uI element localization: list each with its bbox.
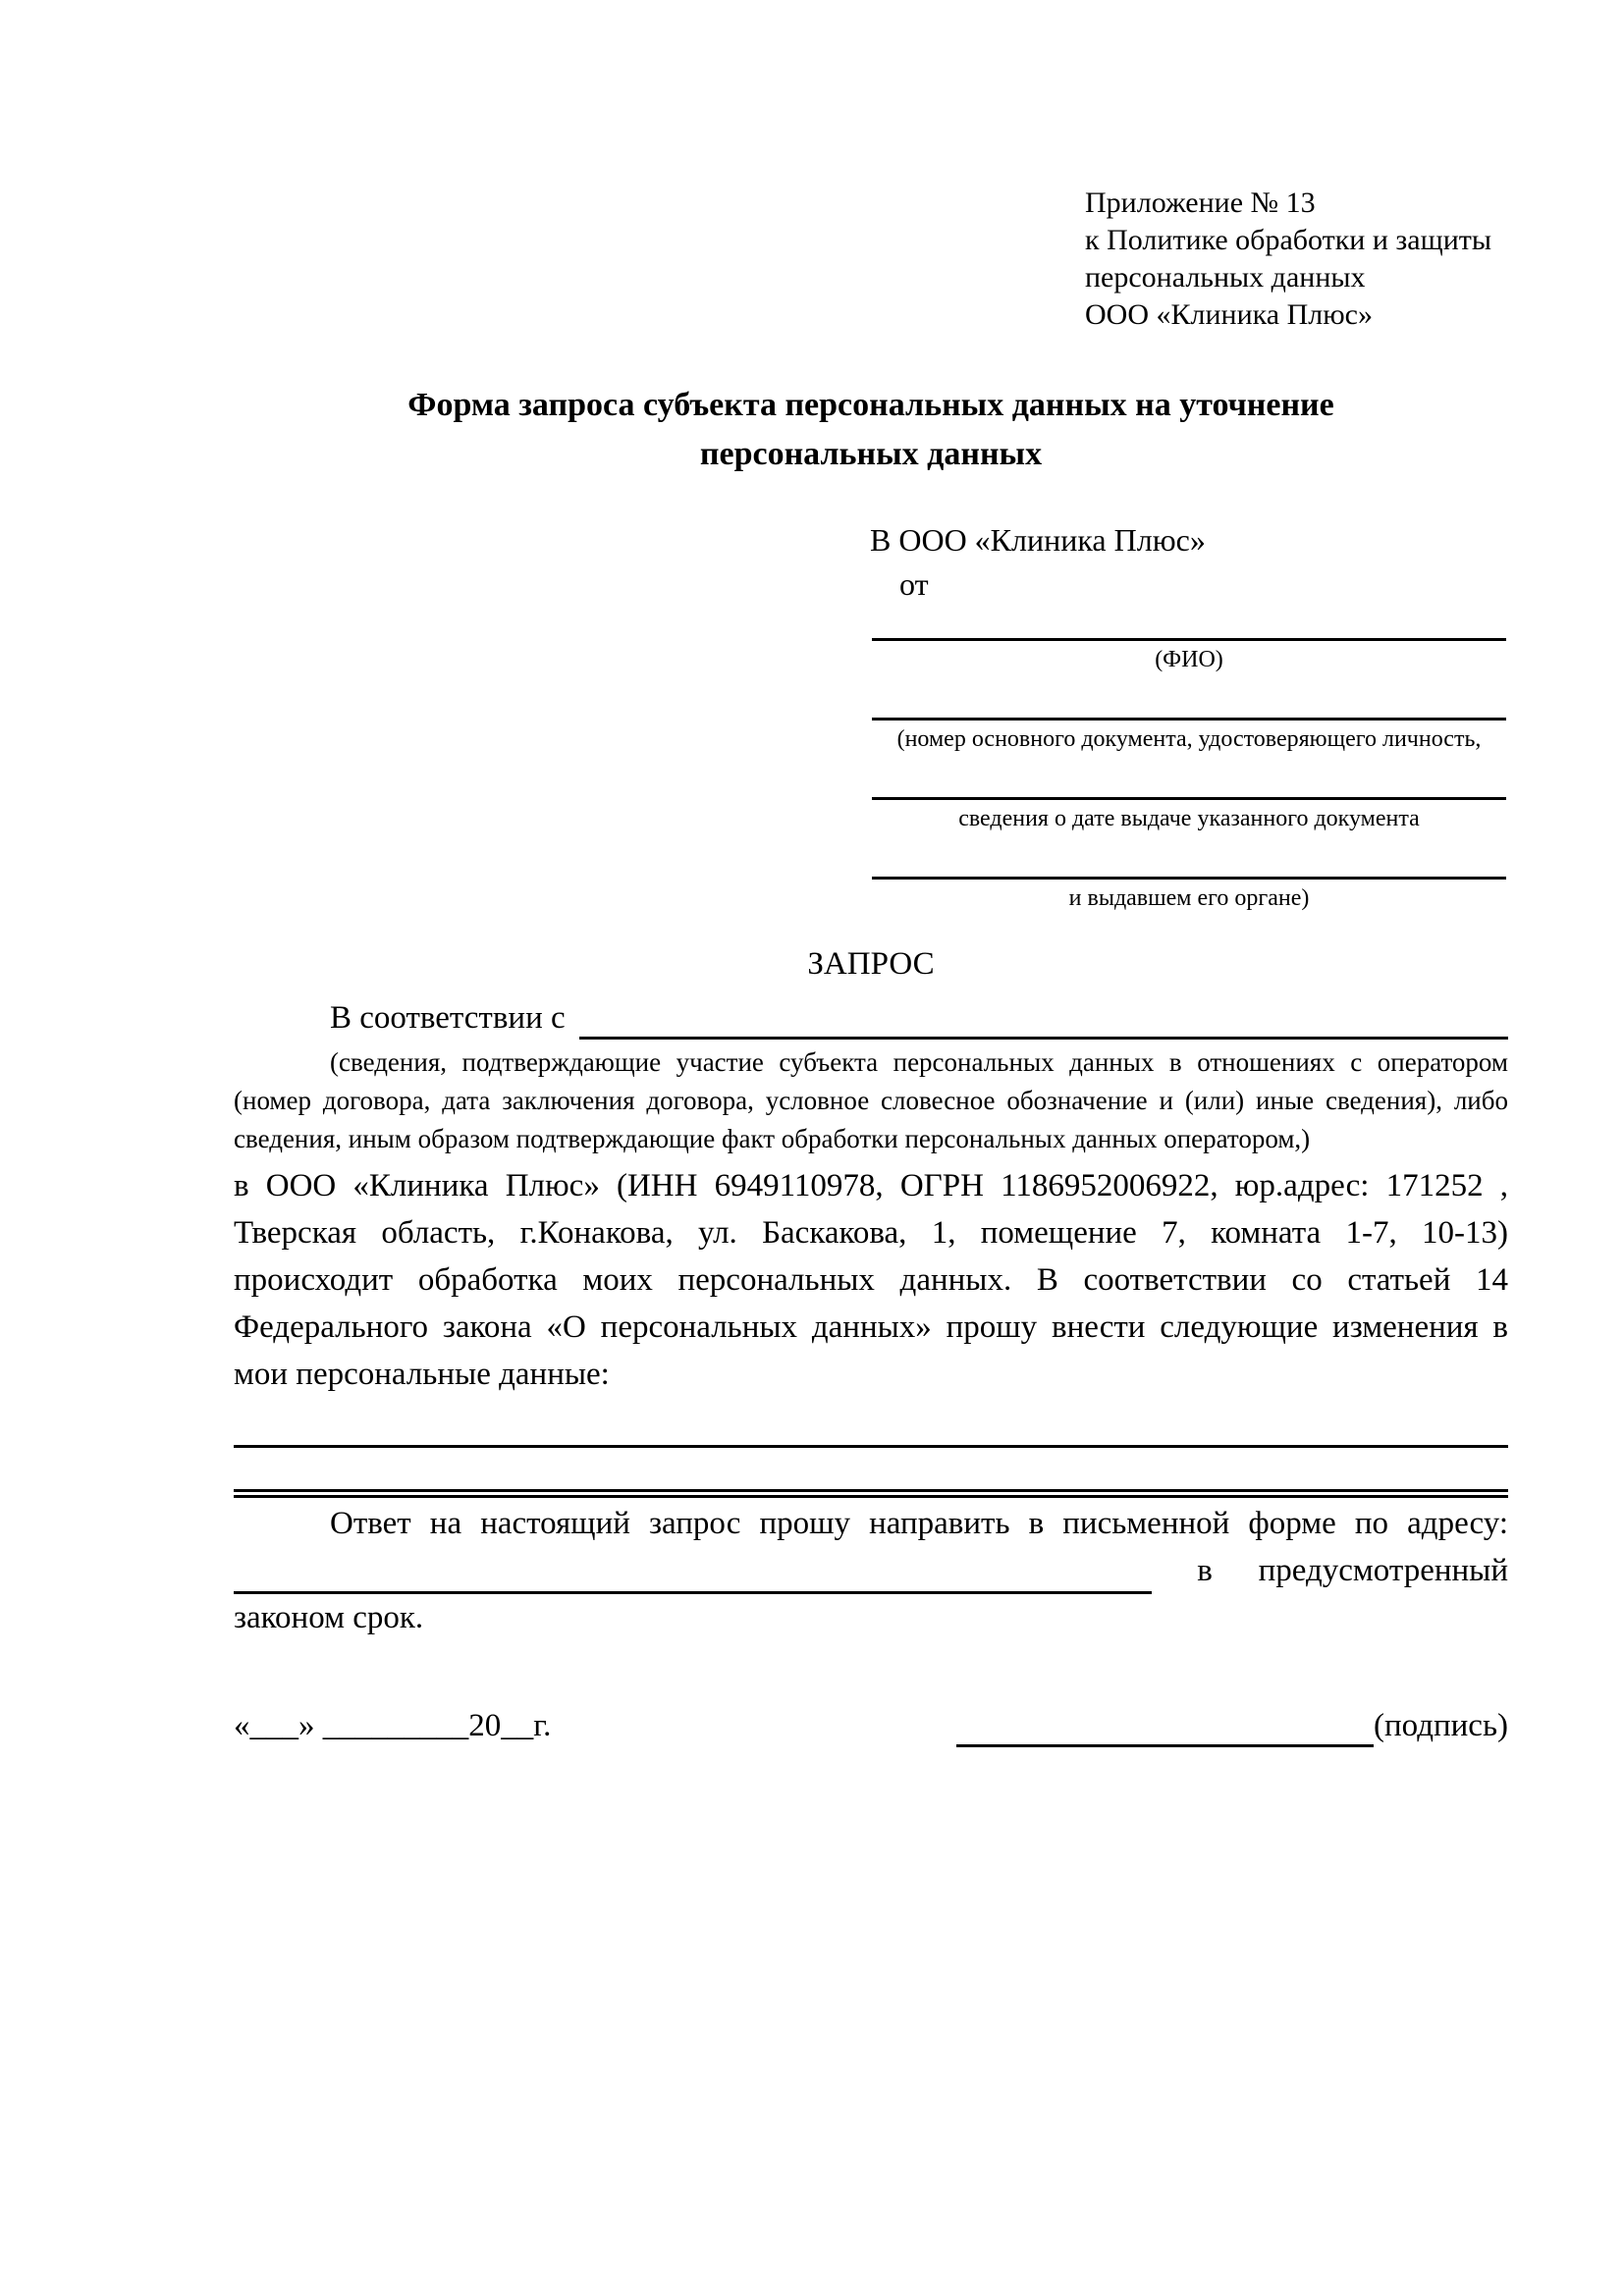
basis-line: [234, 996, 1508, 1040]
changes-blank-line-2: [234, 1448, 1508, 1498]
issuer-field: [870, 841, 1508, 921]
answer-intro: Ответ на настоящий запрос прошу направить в письменной форме по адресу:: [330, 1506, 1508, 1541]
signature-blank-line: [956, 1707, 1374, 1747]
date-blank: «___» _________20__г.: [234, 1708, 552, 1743]
from-label: от: [899, 566, 929, 602]
basis-fine-print: (сведения, подтверждающие участие субъекта персональных данных в отношениях с оператором (номер договора, дата заключения договора, условное словесное обозначение и (или) иные сведения), либо сведения, иным образом подтверждающие факт обработки персональных данных оператором,): [234, 1047, 1508, 1153]
doc-number-caption: (номер основного документа, удостоверяющего личность,: [896, 726, 1482, 752]
appendix-header: [1085, 185, 1508, 334]
issuer-blank-line: [872, 841, 1506, 880]
answer-tail: законом срок.: [234, 1600, 424, 1635]
appendix-header-line-4: ООО «Клиника Плюс»: [1085, 298, 1373, 331]
basis-prefix: В соответствии с: [330, 1000, 566, 1036]
answer-address-line: [234, 1547, 1508, 1594]
addressee-to: В ООО «Клиника Плюс»: [870, 522, 1206, 558]
signature-group: [956, 1704, 1508, 1747]
request-body: в ООО «Клиника Плюс» (ИНН 6949110978, ОГРН 1186952006922, юр.адрес: 171252 , Тверская область, г.Конакова, ул. Баскакова, 1, помещение 7, комната 1-7, 10-13) происходит обработка моих персональных данных. В соответствии со статьей 14 Федерального закона «О персональных данных» прошу внести следующие изменения в мои персональные данные:: [234, 1168, 1508, 1392]
changes-blank-line-1: [234, 1398, 1508, 1448]
issue-date-blank-line: [872, 762, 1506, 800]
fio-blank-line: [872, 603, 1506, 641]
fio-caption: (ФИО): [1155, 647, 1223, 672]
request-heading: ЗАПРОС: [807, 946, 935, 982]
address-blank-line: [234, 1552, 1152, 1594]
appendix-header-line-1: Приложение № 13: [1085, 187, 1316, 219]
issuer-caption: и выдавшем его органе): [1068, 885, 1310, 911]
signature-caption: (подпись): [1374, 1708, 1508, 1743]
basis-blank-line: [579, 999, 1508, 1040]
document-title: Форма запроса субъекта персональных данных на уточнение персональных данных: [407, 387, 1334, 472]
issue-date-caption: сведения о дате выдаче указанного документа: [958, 806, 1420, 831]
doc-number-field: [870, 682, 1508, 762]
addressee-block: [870, 522, 1508, 921]
appendix-header-line-3: персональных данных: [1085, 261, 1366, 294]
answer-word-term: предусмотренный: [1258, 1553, 1508, 1588]
footer-row: [234, 1704, 1508, 1747]
answer-word-v: в: [1197, 1553, 1213, 1588]
issue-date-field: [870, 762, 1508, 841]
doc-number-blank-line: [872, 682, 1506, 721]
appendix-header-line-2: к Политике обработки и защиты: [1085, 224, 1492, 256]
fio-field: [870, 603, 1508, 682]
